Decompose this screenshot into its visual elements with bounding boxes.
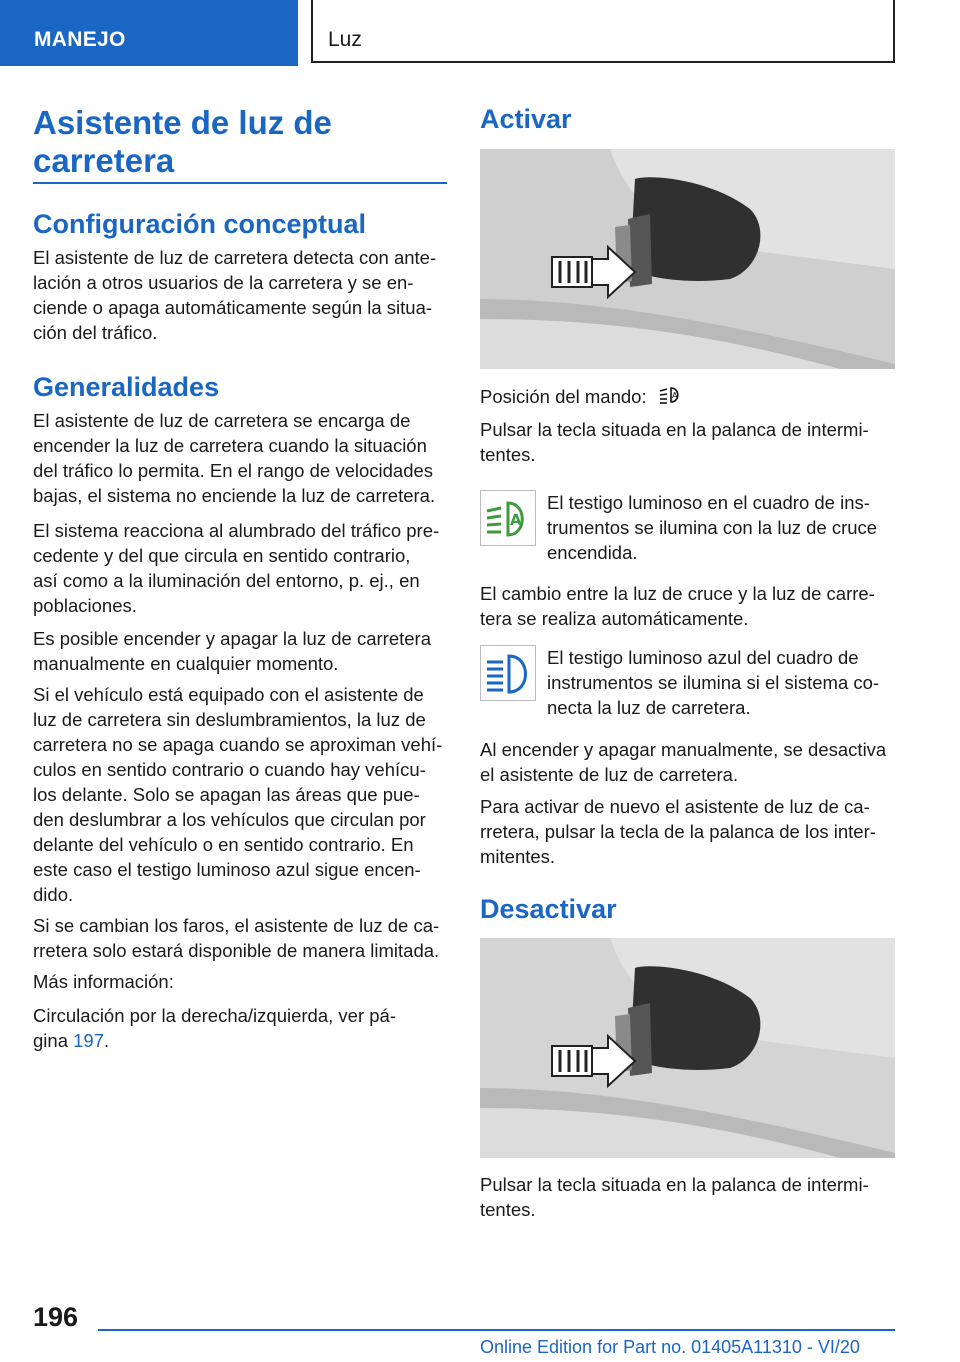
concept-paragraph: El asistente de luz de carretera detecta con ante‐ lación a otros usuarios de la carretera y se en‐ ciende o apaga automáticamente según la situa‐ ción del tráfico. [33,247,437,343]
page-title-line2: carretera [33,142,175,179]
low-beam-indicator-box [480,490,536,546]
stalk-illustration [480,149,895,369]
cross-reference: Circulación por la derecha/izquierda, ver pá‐ gina 197. [33,1005,396,1051]
topic-label: Luz [328,28,362,51]
page-title [33,104,447,180]
page-number: 196 [33,1302,79,1332]
deactivate-heading: Desactivar [480,894,617,924]
title-divider [33,182,447,184]
section-label: MANEJO [34,28,126,51]
high-beam-indicator-box [480,645,536,701]
footer-divider [98,1329,895,1331]
high-beam-indicator-icon [481,646,535,700]
more-info-label: Más información: [33,971,174,992]
activate-paragraph-2: El cambio entre la luz de cruce y la luz de carre‐ tera se realiza automáticamente. [480,583,875,629]
page-title-line1: Asistente de luz de [33,104,332,141]
deactivate-photo [480,938,895,1158]
section-tab [0,0,298,66]
general-paragraph-3: Es posible encender y apagar la luz de carretera manualmente en cualquier momento. [33,628,431,674]
low-beam-assistant-indicator-icon [481,491,535,545]
indicator-2-text: El testigo luminoso azul del cuadro de instrumentos se ilumina si el sistema co‐ necta la luz de carretera. [547,647,880,718]
activate-paragraph-1: Pulsar la tecla situada en la palanca de intermi‐ tentes. [480,419,869,465]
deactivate-paragraph-1: Pulsar la tecla situada en la palanca de intermi‐ tentes. [480,1174,869,1220]
general-paragraph-5: Si se cambian los faros, el asistente de luz de ca‐ rretera solo estará disponible de manera limitada. [33,915,440,961]
concept-heading: Configuración conceptual [33,209,367,239]
page-link-197[interactable]: 197 [73,1030,104,1051]
edition-info: Online Edition for Part no. 01405A11310 - VI/20 [480,1337,860,1357]
activate-paragraph-4: Para activar de nuevo el asistente de luz de ca‐ rretera, pulsar la tecla de la palanca de los inter‐ mitentes. [480,796,876,867]
activate-heading: Activar [480,104,572,134]
stalk-illustration-2 [480,938,895,1158]
general-paragraph-4: Si el vehículo está equipado con el asistente de luz de carretera sin deslumbramientos, la luz de carretera no se apaga cuando se aproximan vehí‐ culos en sentido contrario o cuando hay vehícu‐ los delante. Solo se apagan las áreas que pue‐ den deslumbrar a los vehículos que circulan por delante del vehículo o en sentido contrario. En este caso el testigo luminoso azul sigue encen‐ dido. [33,684,443,905]
activate-photo [480,149,895,369]
position-label: Posición del mando: A [480,384,780,409]
high-beam-assistant-icon [658,385,682,405]
general-paragraph-2: El sistema reacciona al alumbrado del tráfico pre‐ cedente y del que circula en sentido contrario, así como a la iluminación del entorno, p. ej., en poblaciones. [33,520,440,616]
svg-text:A: A [510,511,522,529]
activate-paragraph-3: Al encender y apagar manualmente, se desactiva el asistente de luz de carretera. [480,739,887,785]
indicator-1-text: El testigo luminoso en el cuadro de ins‐ trumentos se ilumina con la luz de cruce encendida. [547,492,878,563]
topic-header [311,0,895,63]
general-paragraph-1: El asistente de luz de carretera se encarga de encender la luz de carretera cuando la situación del tráfico lo permita. En el rango de velocidades bajas, el sistema no enciende la luz de carretera. [33,410,436,506]
general-heading: Generalidades [33,372,220,402]
svg-text:A: A [671,391,678,400]
